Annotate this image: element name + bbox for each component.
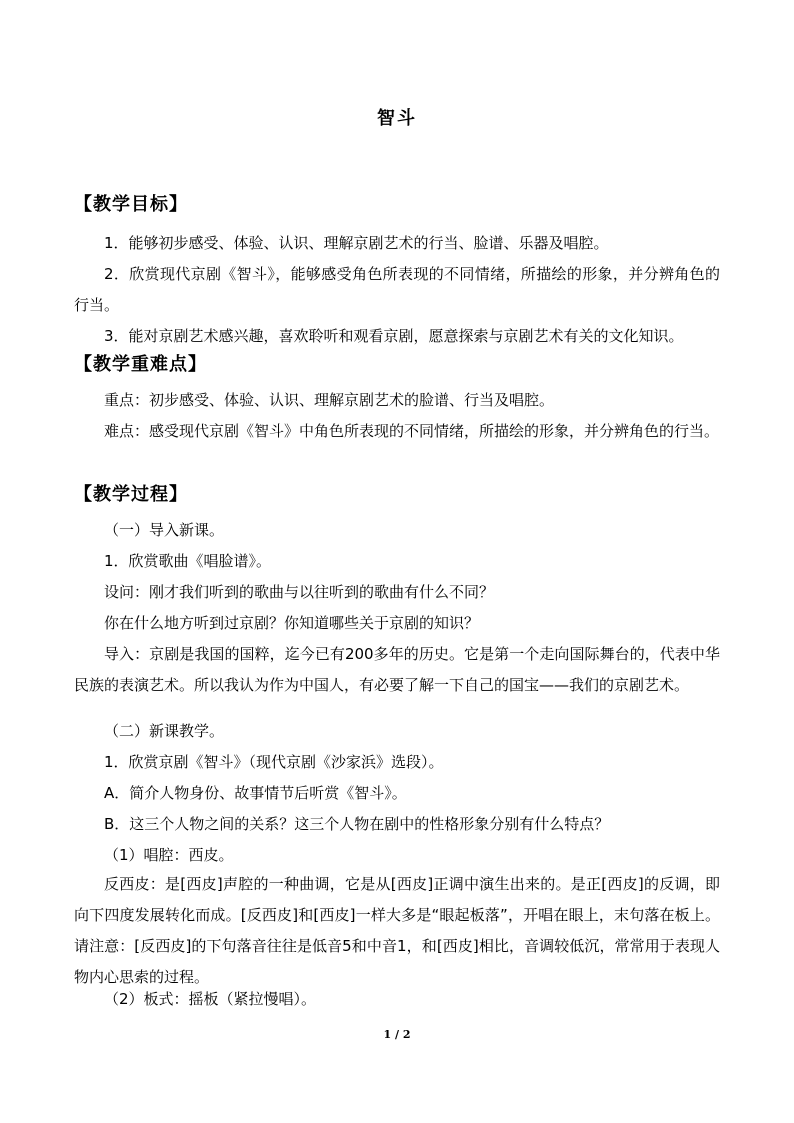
section-heading-process: 【教学过程】 <box>74 484 188 505</box>
process-item-intro: （一）导入新课。 <box>104 521 225 539</box>
process-item-fan-xipi: 反西皮：是[西皮]声腔的一种曲调，它是从[西皮]正调中演生出来的。是正[西皮]的反调，即向下四度发展转化而成。[反西皮]和[西皮]一样大多是“眼起板落”，开唱在眼上，末句落在板上。请注意：[反西皮]的下句落音往往是低音5和中音1，和[西皮]相比，音调较低沉，常常用于表现人物内心思索的过程。 <box>74 875 720 986</box>
process-item-question-2: 你在什么地方听到过京剧？你知道哪些关于京剧的知识？ <box>104 614 480 632</box>
goal-item-2: 2．欣赏现代京剧《智斗》，能够感受角色所表现的不同情绪，所描绘的形象，并分辨角色的行当。 <box>74 265 720 314</box>
process-item-new-lesson: （二）新课教学。 <box>104 722 225 740</box>
process-item-question: 设问：刚才我们听到的歌曲与以往听到的歌曲有什么不同？ <box>104 583 495 601</box>
process-item-tempo: （2）板式：摇板（紧拉慢唱）。 <box>104 990 317 1008</box>
section-heading-key-points: 【教学重难点】 <box>74 354 207 375</box>
process-item-lead-in: 导入：京剧是我国的国粹，迄今已有200多年的历史。它是第一个走向国际舞台的，代表中华民族的表演艺术。所以我认为作为中国人，有必要了解一下自己的国宝——我们的京剧艺术。 <box>74 645 720 694</box>
section-heading-goals: 【教学目标】 <box>74 194 188 215</box>
goal-item-3: 3．能对京剧艺术感兴趣，喜欢聆听和观看京剧，愿意探索与京剧艺术有关的文化知识。 <box>104 327 684 345</box>
page-number: 1 / 2 <box>383 1028 411 1041</box>
process-item-b: B．这三个人物之间的关系？这三个人物在剧中的性格形象分别有什么特点？ <box>104 815 610 833</box>
key-point-focus: 重点：初步感受、体验、认识、理解京剧艺术的脸谱、行当及唱腔。 <box>104 391 555 409</box>
goal-item-1: 1．能够初步感受、体验、认识、理解京剧艺术的行当、脸谱、乐器及唱腔。 <box>104 234 609 252</box>
process-item-appreciate: 1．欣赏京剧《智斗》（现代京剧《沙家浜》选段）。 <box>104 753 444 771</box>
key-point-difficulty: 难点：感受现代京剧《智斗》中角色所表现的不同情绪，所描绘的形象，并分辨角色的行当。 <box>104 422 720 440</box>
process-item-a: A．简介人物身份、故事情节后听赏《智斗》。 <box>104 784 407 802</box>
process-item-song: 1．欣赏歌曲《唱脸谱》。 <box>104 552 272 570</box>
document-title: 智斗 <box>377 108 417 129</box>
process-item-singing: （1）唱腔：西皮。 <box>104 846 234 864</box>
